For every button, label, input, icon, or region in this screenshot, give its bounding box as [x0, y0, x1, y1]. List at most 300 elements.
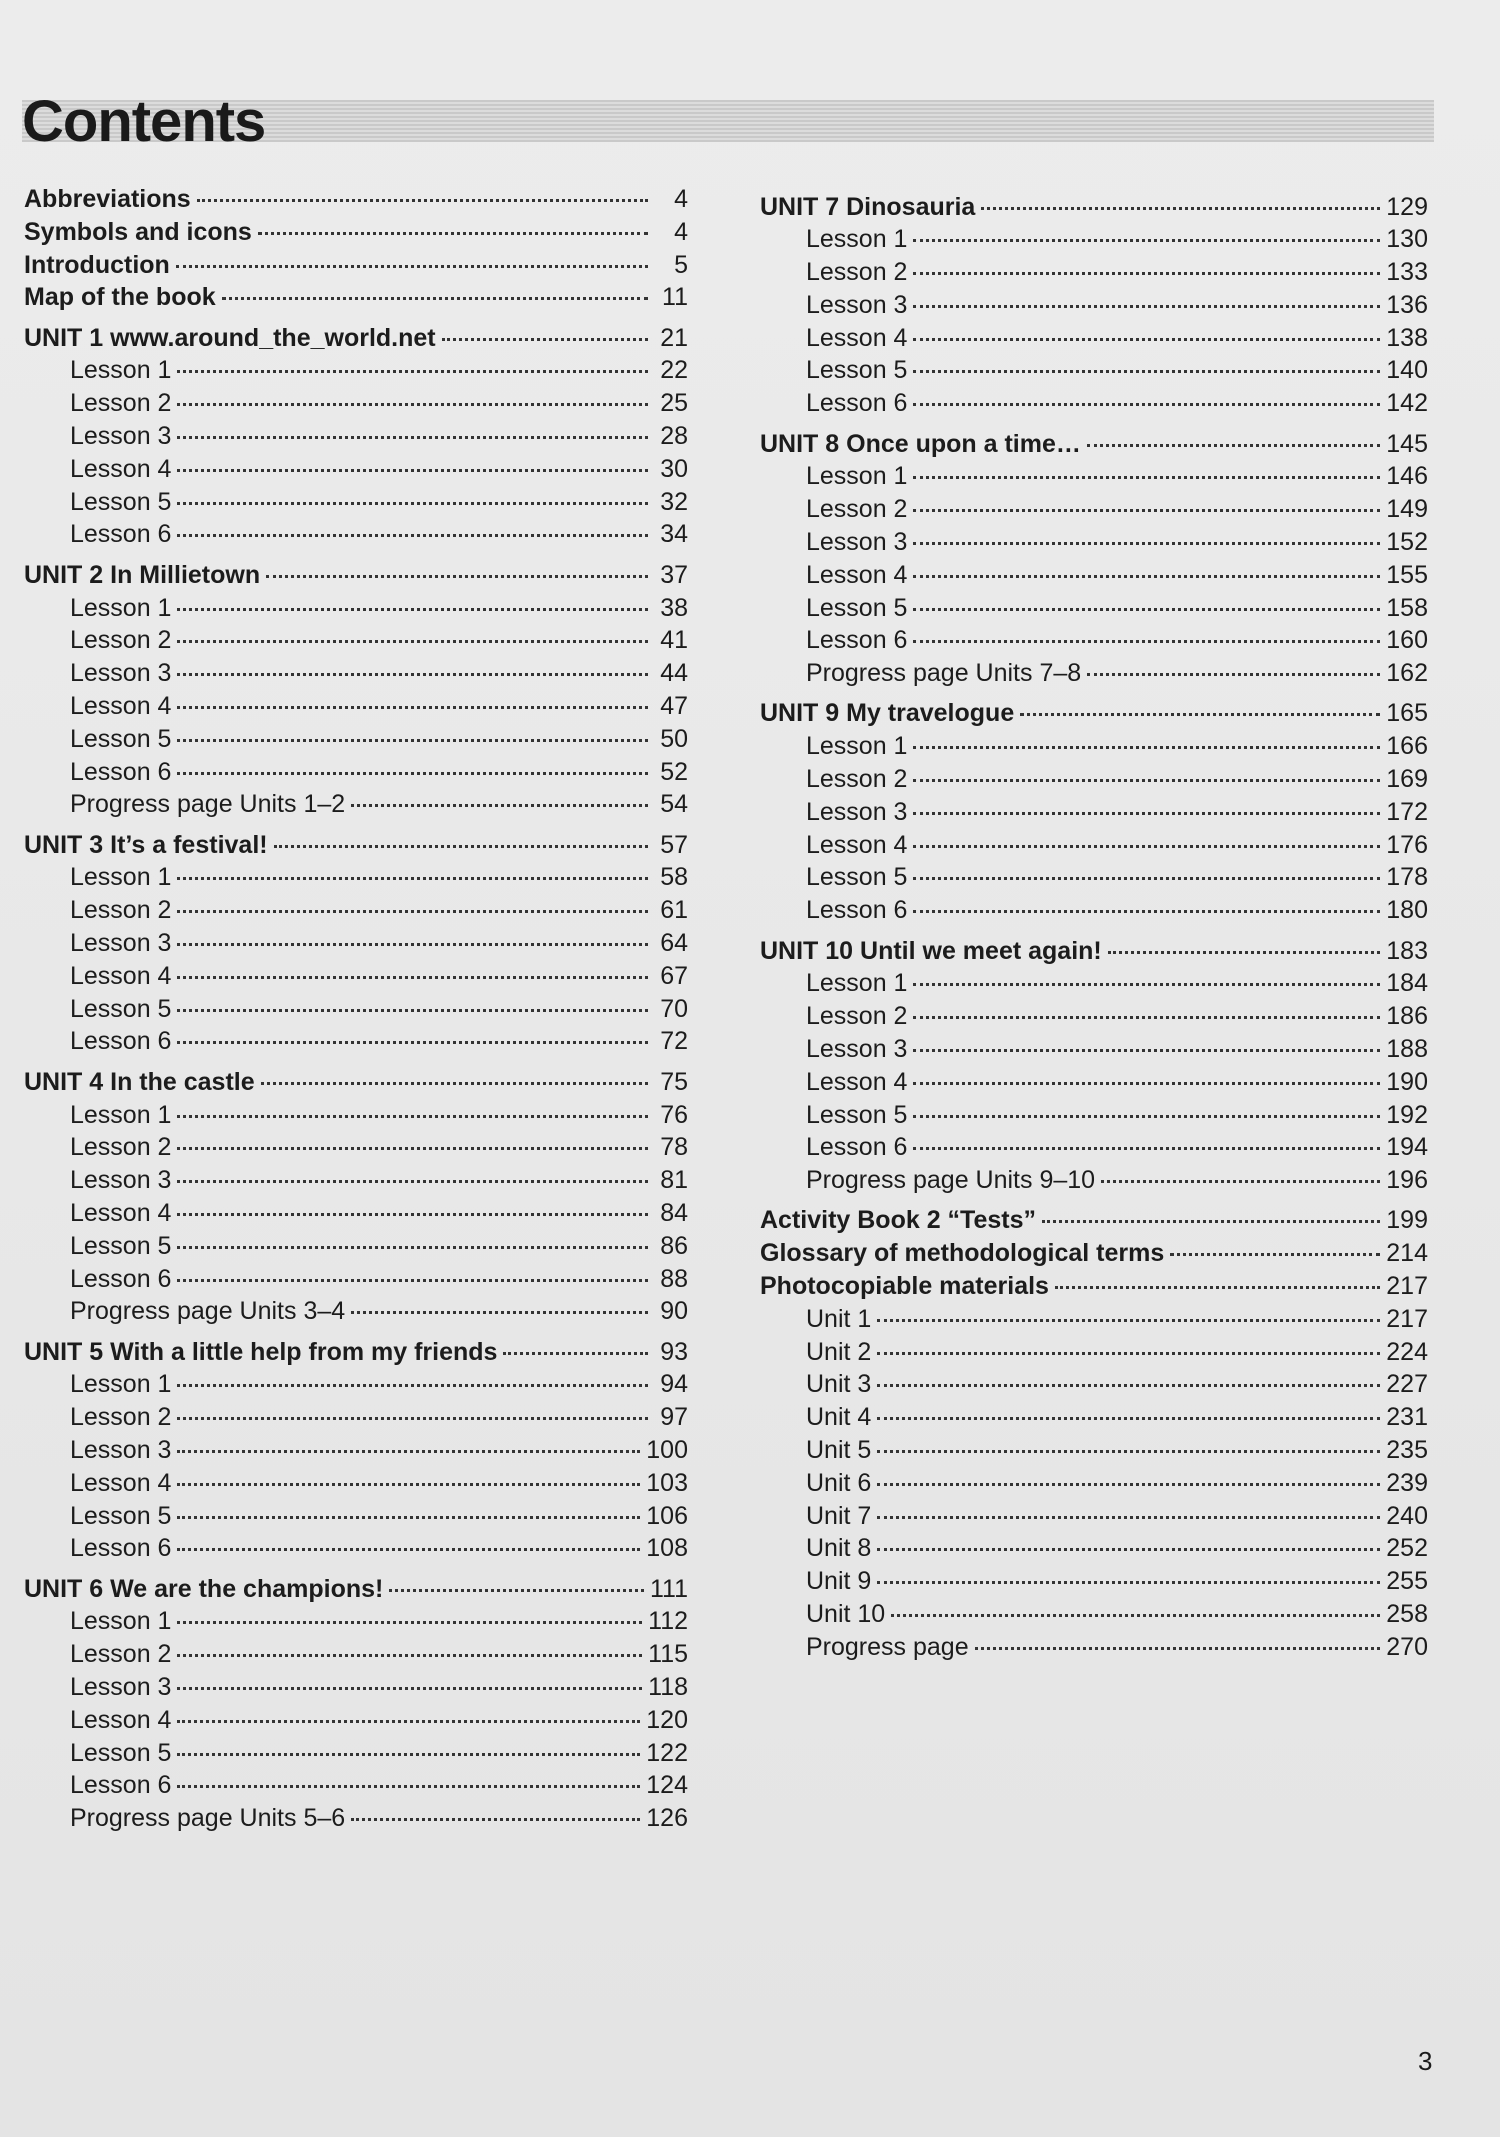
toc-entry-lesson	[760, 356, 1428, 389]
toc-entry-title: Lesson 2	[806, 1002, 908, 1031]
toc-entry-page: 180	[1386, 896, 1428, 925]
toc-entry-title: UNIT 6 We are the champions!	[24, 1574, 384, 1603]
dot-leader	[177, 469, 648, 472]
dot-leader	[913, 1016, 1380, 1019]
toc-entry-page: 186	[1386, 1002, 1428, 1031]
toc-entry-lesson	[760, 1166, 1428, 1199]
toc-entry-lesson	[760, 798, 1428, 831]
toc-entry-title: Lesson 4	[806, 1067, 908, 1096]
dot-leader	[177, 403, 648, 406]
dot-leader	[177, 1720, 640, 1723]
toc-entry-page: 21	[660, 323, 688, 352]
dot-leader	[913, 812, 1380, 815]
toc-entry-lesson	[24, 1436, 688, 1469]
toc-entry-lesson	[760, 863, 1428, 896]
toc-entry-page: 28	[660, 422, 688, 451]
toc-entry-title: Lesson 2	[70, 1403, 172, 1432]
toc-entry-title: Lesson 4	[70, 1468, 172, 1497]
dot-leader	[177, 1548, 640, 1551]
toc-entry-unit	[24, 1575, 688, 1608]
toc-entry-lesson	[24, 659, 688, 692]
toc-entry-title: Lesson 4	[70, 1198, 172, 1227]
toc-entry-page: 183	[1386, 936, 1428, 965]
contents-column-left	[24, 185, 688, 1837]
dot-leader	[197, 199, 648, 202]
toc-entry-lesson	[24, 1101, 688, 1134]
toc-entry-page: 88	[660, 1264, 688, 1293]
dot-leader	[177, 1279, 648, 1282]
toc-entry-page: 64	[660, 929, 688, 958]
dot-leader	[1170, 1253, 1380, 1256]
toc-entry-lesson	[760, 1469, 1428, 1502]
toc-entry-page: 169	[1386, 765, 1428, 794]
toc-entry-page: 178	[1386, 863, 1428, 892]
toc-entry-page: 4	[674, 217, 688, 246]
toc-entry-title: UNIT 3 It’s a festival!	[24, 830, 268, 859]
dot-leader	[913, 608, 1380, 611]
dot-leader	[351, 1311, 648, 1314]
toc-entry-title: Lesson 6	[70, 1027, 172, 1056]
toc-entry-title: Lesson 4	[70, 454, 172, 483]
dot-leader	[351, 1818, 640, 1821]
toc-entry-lesson	[24, 1232, 688, 1265]
toc-entry-page: 133	[1386, 258, 1428, 287]
dot-leader	[177, 1450, 640, 1453]
toc-entry-page: 145	[1386, 429, 1428, 458]
toc-entry-page: 224	[1386, 1337, 1428, 1366]
toc-entry-page: 106	[646, 1501, 688, 1530]
toc-entry-lesson	[760, 1600, 1428, 1633]
toc-entry-title: Lesson 5	[806, 356, 908, 385]
toc-entry-page: 122	[646, 1738, 688, 1767]
dot-leader	[177, 976, 648, 979]
toc-entry-title: Lesson 2	[806, 495, 908, 524]
toc-entry-lesson	[24, 863, 688, 896]
toc-entry-title: UNIT 9 My travelogue	[760, 699, 1015, 728]
toc-entry-lesson	[24, 1739, 688, 1772]
dot-leader	[177, 739, 648, 742]
toc-entry-title: Lesson 1	[70, 1370, 172, 1399]
toc-entry-title: Lesson 2	[70, 1640, 172, 1669]
toc-entry-lesson	[24, 626, 688, 659]
dot-leader	[266, 575, 648, 578]
toc-entry-title: Lesson 1	[806, 462, 908, 491]
toc-entry-title: Activity Book 2 “Tests”	[760, 1206, 1037, 1235]
toc-entry-page: 227	[1386, 1370, 1428, 1399]
dot-leader	[177, 1041, 648, 1044]
toc-entry-title: UNIT 4 In the castle	[24, 1067, 255, 1096]
dot-leader	[877, 1384, 1380, 1387]
toc-entry-title: Lesson 4	[806, 560, 908, 589]
toc-entry-title: Lesson 4	[806, 830, 908, 859]
toc-entry-lesson	[24, 422, 688, 455]
toc-entry-lesson	[24, 1469, 688, 1502]
dot-leader	[261, 1082, 648, 1085]
toc-entry-lesson	[24, 1265, 688, 1298]
toc-entry-lesson	[24, 1502, 688, 1535]
dot-leader	[913, 575, 1380, 578]
dot-leader	[877, 1319, 1380, 1322]
toc-entry-page: 93	[660, 1337, 688, 1366]
toc-entry-title: Lesson 3	[70, 1435, 172, 1464]
toc-entry-page: 184	[1386, 969, 1428, 998]
dot-leader	[177, 1516, 640, 1519]
toc-entry-lesson	[760, 969, 1428, 1002]
dot-leader	[981, 207, 1380, 210]
toc-entry-unit	[760, 699, 1428, 732]
toc-entry-page: 270	[1386, 1632, 1428, 1661]
toc-entry-front	[24, 251, 688, 284]
toc-entry-title: Lesson 5	[70, 1231, 172, 1260]
toc-entry-page: 112	[648, 1607, 688, 1636]
toc-entry-lesson	[760, 389, 1428, 422]
toc-entry-page: 192	[1386, 1100, 1428, 1129]
toc-entry-unit	[24, 561, 688, 594]
toc-entry-page: 75	[660, 1067, 688, 1096]
toc-entry-page: 78	[660, 1133, 688, 1162]
toc-entry-page: 166	[1386, 732, 1428, 761]
toc-entry-lesson	[760, 594, 1428, 627]
toc-entry-lesson	[760, 1436, 1428, 1469]
toc-entry-lesson	[24, 1534, 688, 1567]
toc-entry-title: Lesson 2	[70, 896, 172, 925]
toc-entry-title: Lesson 1	[70, 1100, 172, 1129]
toc-entry-title: Lesson 6	[70, 520, 172, 549]
dot-leader	[177, 608, 648, 611]
dot-leader	[177, 502, 648, 505]
dot-leader	[913, 1049, 1380, 1052]
toc-entry-page: 103	[646, 1468, 688, 1497]
toc-entry-lesson	[760, 626, 1428, 659]
dot-leader	[177, 772, 648, 775]
toc-entry-lesson	[760, 258, 1428, 291]
toc-entry-page: 258	[1386, 1599, 1428, 1628]
toc-entry-title: Lesson 1	[806, 732, 908, 761]
toc-entry-unit	[24, 1068, 688, 1101]
toc-entry-page: 32	[660, 487, 688, 516]
toc-entry-page: 231	[1386, 1403, 1428, 1432]
toc-entry-lesson	[24, 1166, 688, 1199]
contents-column-right	[760, 185, 1428, 1666]
dot-leader	[913, 403, 1380, 406]
dot-leader	[891, 1614, 1380, 1617]
toc-entry-lesson	[24, 692, 688, 725]
toc-entry-title: Lesson 3	[70, 1673, 172, 1702]
toc-entry-lesson	[760, 291, 1428, 324]
toc-entry-front	[24, 218, 688, 251]
toc-entry-title: Lesson 5	[70, 487, 172, 516]
toc-entry-title: Lesson 5	[70, 1501, 172, 1530]
toc-entry-title: Lesson 6	[806, 896, 908, 925]
toc-entry-page: 50	[660, 724, 688, 753]
toc-entry-title: Glossary of methodological terms	[760, 1239, 1165, 1268]
toc-entry-title: Progress page	[806, 1632, 969, 1661]
dot-leader	[877, 1352, 1380, 1355]
dot-leader	[177, 370, 648, 373]
toc-entry-page: 58	[660, 863, 688, 892]
toc-entry-page: 90	[660, 1297, 688, 1326]
toc-entry-page: 142	[1386, 389, 1428, 418]
dot-leader	[177, 1687, 642, 1690]
toc-entry-page: 97	[660, 1403, 688, 1432]
toc-entry-page: 5	[674, 250, 688, 279]
dot-leader	[177, 706, 648, 709]
toc-entry-lesson	[24, 356, 688, 389]
toc-entry-title: Lesson 1	[806, 969, 908, 998]
toc-entry-title: Lesson 2	[70, 626, 172, 655]
dot-leader	[177, 1009, 648, 1012]
toc-entry-page: 111	[649, 1574, 688, 1603]
toc-entry-title: Abbreviations	[24, 185, 191, 213]
dot-leader	[913, 370, 1380, 373]
toc-entry-page: 190	[1386, 1067, 1428, 1096]
toc-entry-page: 172	[1386, 797, 1428, 826]
toc-entry-page: 176	[1386, 830, 1428, 859]
toc-entry-page: 120	[646, 1705, 688, 1734]
dot-leader	[177, 640, 648, 643]
toc-entry-title: UNIT 7 Dinosauria	[760, 192, 976, 221]
toc-entry-title: Lesson 1	[70, 1607, 172, 1636]
toc-entry-lesson	[24, 1640, 688, 1673]
toc-entry-title: Lesson 6	[806, 1133, 908, 1162]
toc-entry-page: 86	[660, 1231, 688, 1260]
toc-entry-page: 196	[1386, 1166, 1428, 1195]
toc-entry-page: 240	[1386, 1501, 1428, 1530]
toc-entry-title: Progress page Units 3–4	[70, 1297, 346, 1326]
toc-entry-page: 57	[660, 830, 688, 859]
dot-leader	[877, 1548, 1380, 1551]
toc-entry-title: Lesson 4	[806, 323, 908, 352]
toc-entry-page: 217	[1386, 1304, 1428, 1333]
page-number: 3	[1418, 2046, 1433, 2076]
dot-leader	[913, 305, 1380, 308]
toc-entry-page: 152	[1386, 527, 1428, 556]
toc-entry-lesson	[760, 732, 1428, 765]
toc-entry-lesson	[760, 1068, 1428, 1101]
toc-entry-lesson	[760, 1305, 1428, 1338]
toc-entry-lesson	[760, 1534, 1428, 1567]
dot-leader	[913, 476, 1380, 479]
dot-leader	[177, 1417, 648, 1420]
dot-leader	[1042, 1220, 1380, 1223]
toc-entry-title: Lesson 1	[70, 593, 172, 622]
toc-entry-page: 235	[1386, 1435, 1428, 1464]
dot-leader	[913, 746, 1380, 749]
toc-entry-title: Lesson 6	[70, 1771, 172, 1800]
toc-entry-title: Lesson 3	[806, 527, 908, 556]
dot-leader	[503, 1352, 648, 1355]
dot-leader	[177, 1213, 648, 1216]
toc-entry-lesson	[24, 962, 688, 995]
toc-entry-title: UNIT 5 With a little help from my friends	[24, 1337, 498, 1366]
toc-entry-page: 130	[1386, 225, 1428, 254]
toc-entry-title: Lesson 6	[806, 389, 908, 418]
toc-entry-page: 37	[660, 560, 688, 589]
toc-entry-lesson	[24, 929, 688, 962]
toc-entry-title: Lesson 2	[806, 258, 908, 287]
toc-entry-title: Lesson 3	[806, 290, 908, 319]
toc-entry-title: Lesson 1	[70, 356, 172, 385]
toc-entry-title: UNIT 8 Once upon a time…	[760, 429, 1081, 458]
toc-entry-page: 47	[660, 691, 688, 720]
toc-entry-page: 214	[1386, 1239, 1428, 1268]
toc-entry-title: Lesson 5	[70, 724, 172, 753]
toc-entry-lesson	[760, 1338, 1428, 1371]
toc-entry-page: 108	[646, 1534, 688, 1563]
dot-leader	[177, 436, 648, 439]
toc-entry-lesson	[24, 1673, 688, 1706]
toc-entry-lesson	[24, 389, 688, 422]
toc-entry-title: Lesson 6	[70, 1534, 172, 1563]
toc-entry-title: Lesson 2	[806, 765, 908, 794]
dot-leader	[177, 1753, 640, 1756]
toc-entry-lesson	[24, 758, 688, 791]
toc-entry-front	[24, 283, 688, 316]
toc-entry-title: Unit 3	[806, 1370, 872, 1399]
dot-leader	[913, 1082, 1380, 1085]
toc-entry-page: 52	[660, 757, 688, 786]
toc-entry-page: 22	[660, 356, 688, 385]
toc-entry-title: Lesson 4	[70, 691, 172, 720]
toc-entry-page: 199	[1386, 1206, 1428, 1235]
dot-leader	[222, 297, 648, 300]
toc-entry-title: Introduction	[24, 250, 170, 279]
toc-entry-title: Lesson 1	[806, 225, 908, 254]
dot-leader	[1055, 1286, 1380, 1289]
toc-entry-title: Lesson 4	[70, 961, 172, 990]
toc-entry-title: Lesson 5	[70, 1738, 172, 1767]
toc-entry-title: Lesson 5	[806, 1100, 908, 1129]
toc-entry-title: UNIT 2 In Millietown	[24, 560, 261, 589]
dot-leader	[258, 232, 648, 235]
dot-leader	[1020, 713, 1380, 716]
toc-entry-lesson	[760, 495, 1428, 528]
dot-leader	[877, 1417, 1380, 1420]
toc-entry-front	[760, 1239, 1428, 1272]
toc-entry-title: Lesson 6	[806, 626, 908, 655]
toc-entry-title: Lesson 6	[70, 757, 172, 786]
dot-leader	[176, 265, 648, 268]
toc-entry-title: Lesson 1	[70, 863, 172, 892]
toc-entry-unit	[24, 1338, 688, 1371]
dot-leader	[1108, 951, 1381, 954]
toc-entry-lesson	[760, 1133, 1428, 1166]
toc-entry-lesson	[24, 1199, 688, 1232]
dot-leader	[177, 1115, 648, 1118]
toc-entry-lesson	[24, 1706, 688, 1739]
dot-leader	[177, 943, 648, 946]
toc-entry-page: 70	[660, 994, 688, 1023]
dot-leader	[177, 1785, 640, 1788]
toc-entry-title: Lesson 3	[70, 659, 172, 688]
toc-entry-page: 84	[660, 1198, 688, 1227]
toc-entry-page: 136	[1386, 290, 1428, 319]
toc-entry-front	[24, 185, 688, 218]
toc-entry-lesson	[24, 520, 688, 553]
toc-entry-lesson	[24, 1607, 688, 1640]
toc-entry-page: 25	[660, 389, 688, 418]
toc-entry-page: 100	[646, 1435, 688, 1464]
toc-entry-unit	[760, 937, 1428, 970]
dot-leader	[913, 509, 1380, 512]
dot-leader	[913, 1147, 1380, 1150]
toc-entry-title: Unit 4	[806, 1403, 872, 1432]
dot-leader	[913, 910, 1380, 913]
toc-entry-title: Lesson 3	[70, 422, 172, 451]
toc-entry-page: 146	[1386, 462, 1428, 491]
toc-entry-page: 41	[660, 626, 688, 655]
toc-entry-page: 81	[660, 1166, 688, 1195]
toc-entry-lesson	[760, 528, 1428, 561]
toc-entry-page: 162	[1386, 659, 1428, 688]
toc-entry-page: 188	[1386, 1034, 1428, 1063]
dot-leader	[913, 983, 1380, 986]
toc-entry-lesson	[24, 790, 688, 823]
toc-entry-title: Progress page Units 7–8	[806, 659, 1082, 688]
toc-entry-lesson	[24, 1027, 688, 1060]
toc-entry-unit	[760, 193, 1428, 226]
toc-entry-page: 155	[1386, 560, 1428, 589]
toc-entry-lesson	[24, 1771, 688, 1804]
dot-leader	[351, 804, 648, 807]
toc-entry-lesson	[760, 462, 1428, 495]
dot-leader	[975, 1647, 1381, 1650]
toc-entry-page: 76	[660, 1100, 688, 1129]
toc-entry-page: 34	[660, 520, 688, 549]
toc-entry-title: Lesson 3	[70, 1166, 172, 1195]
toc-entry-title: UNIT 10 Until we meet again!	[760, 936, 1102, 965]
toc-entry-lesson	[760, 1370, 1428, 1403]
toc-entry-page: 61	[660, 896, 688, 925]
toc-entry-lesson	[760, 1633, 1428, 1666]
dot-leader	[177, 1180, 648, 1183]
dot-leader	[877, 1516, 1380, 1519]
toc-entry-lesson	[24, 1133, 688, 1166]
toc-entry-title: Lesson 4	[70, 1705, 172, 1734]
dot-leader	[177, 673, 648, 676]
toc-entry-lesson	[760, 896, 1428, 929]
toc-entry-title: Progress page Units 9–10	[806, 1166, 1096, 1195]
toc-entry-page: 149	[1386, 495, 1428, 524]
toc-entry-title: Unit 9	[806, 1567, 872, 1596]
toc-entry-lesson	[760, 561, 1428, 594]
toc-entry-title: Lesson 2	[70, 389, 172, 418]
toc-entry-lesson	[24, 1403, 688, 1436]
toc-entry-title: Unit 8	[806, 1534, 872, 1563]
toc-entry-page: 255	[1386, 1567, 1428, 1596]
dot-leader	[442, 338, 648, 341]
dot-leader	[913, 338, 1380, 341]
toc-entry-page: 67	[660, 961, 688, 990]
toc-entry-page: 38	[660, 593, 688, 622]
toc-entry-page: 30	[660, 454, 688, 483]
toc-entry-page: 140	[1386, 356, 1428, 385]
toc-entry-page: 11	[662, 283, 688, 312]
page-title: Contents	[22, 89, 266, 154]
dot-leader	[177, 1483, 640, 1486]
dot-leader	[913, 779, 1380, 782]
toc-entry-lesson	[760, 1502, 1428, 1535]
dot-leader	[877, 1581, 1380, 1584]
dot-leader	[913, 845, 1380, 848]
dot-leader	[177, 1621, 642, 1624]
toc-entry-page: 54	[660, 790, 688, 819]
toc-entry-page: 165	[1386, 699, 1428, 728]
toc-entry-lesson	[24, 896, 688, 929]
toc-entry-lesson	[760, 1101, 1428, 1134]
toc-entry-page: 94	[660, 1370, 688, 1399]
toc-entry-title: Lesson 3	[806, 797, 908, 826]
